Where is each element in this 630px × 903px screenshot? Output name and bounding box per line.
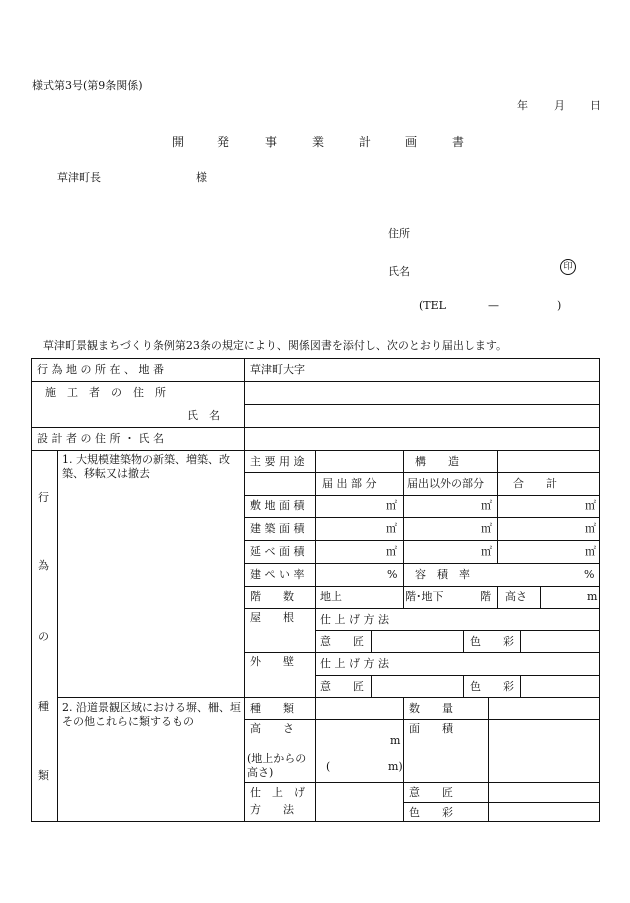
date-month-label: 月 <box>554 99 565 112</box>
building-area-label: 建 築 面 積 <box>250 522 305 535</box>
date-day-label: 日 <box>590 99 601 112</box>
type-label-char: 種 <box>38 700 49 713</box>
color2-label: 色 彩 <box>409 806 453 819</box>
col-total-header: 合 計 <box>513 477 557 490</box>
wall-label: 外 壁 <box>250 655 294 668</box>
roof-label: 屋 根 <box>250 611 294 624</box>
contractor-address-label: 施 工 者 の 住 所 <box>45 386 166 399</box>
unit-sqm: ㎡ <box>481 522 492 535</box>
tel-dash: — <box>488 299 499 312</box>
floors-unit: 階 <box>480 590 491 603</box>
tel-label: (TEL <box>419 299 446 312</box>
designer-label: 設 計 者 の 住 所 ・ 氏 名 <box>37 432 164 445</box>
area-label: 面 積 <box>409 722 453 735</box>
applicant-address-label: 住所 <box>388 227 410 240</box>
page-title-char: 開 <box>172 135 185 149</box>
unit-percent: % <box>584 568 595 581</box>
wall-design-label: 意 匠 <box>320 680 364 693</box>
paren-open: ( <box>326 760 331 773</box>
unit-meter: m <box>587 590 598 603</box>
date-year-label: 年 <box>517 99 528 112</box>
addressee-name: 草津町長 <box>57 171 101 184</box>
section1-description: 1. 大規模建築物の新築、増築、改築、移転又は撤去 <box>62 453 230 480</box>
unit-meter: m <box>390 734 401 747</box>
section2-description: 2. 沿道景観区域における塀、柵、垣その他これらに類するもの <box>62 701 241 728</box>
structure-label: 構 造 <box>415 455 459 468</box>
col-notify-header: 届 出 部 分 <box>322 477 377 490</box>
unit-sqm: ㎡ <box>481 499 492 512</box>
unit-percent: % <box>387 568 398 581</box>
unit-sqm: ㎡ <box>585 499 596 512</box>
roof-color-label: 色 彩 <box>470 635 514 648</box>
site-area-label: 敷 地 面 積 <box>250 499 305 512</box>
type-label-char: 為 <box>38 559 49 572</box>
page-title-char: 計 <box>359 135 372 149</box>
col-other-header: 届出以外の部分 <box>407 477 484 490</box>
page-title-char: 業 <box>312 135 325 149</box>
from-ground-note: (地上からの高さ) <box>247 752 307 779</box>
height-label: 高さ <box>505 590 527 603</box>
tel-close: ) <box>557 299 562 312</box>
unit-sqm: ㎡ <box>386 522 397 535</box>
unit-sqm: ㎡ <box>481 545 492 558</box>
floors-ground: 地上 <box>320 590 342 603</box>
seal-mark: 印 <box>560 259 576 275</box>
height2-label: 高 さ <box>250 722 294 735</box>
location-value: 草津町大字 <box>250 363 305 376</box>
wall-color-label: 色 彩 <box>470 680 514 693</box>
unit-sqm: ㎡ <box>585 545 596 558</box>
quantity-label: 数 量 <box>409 702 453 715</box>
design2-label: 意 匠 <box>409 786 453 799</box>
wall-finish-label: 仕 上 げ 方 法 <box>320 657 389 670</box>
unit-sqm: ㎡ <box>386 545 397 558</box>
type-label-char: 類 <box>38 769 49 782</box>
contractor-name-label: 氏 名 <box>187 409 220 422</box>
roof-finish-label: 仕 上 げ 方 法 <box>320 613 389 626</box>
type-label-char: の <box>38 630 49 643</box>
applicant-name-label: 氏名 <box>388 265 410 278</box>
kind-label: 種 類 <box>250 702 294 715</box>
bcr-label: 建 ぺ い 率 <box>250 568 305 581</box>
addressee-honorific: 様 <box>196 171 207 184</box>
finish2-label: 仕 上 げ <box>250 786 305 799</box>
type-label-char: 行 <box>38 491 49 504</box>
page-title-char: 画 <box>405 135 418 149</box>
floor-area-label: 延 べ 面 積 <box>250 545 305 558</box>
page-title-char: 書 <box>452 135 465 149</box>
main-use-label: 主 要 用 途 <box>250 455 305 468</box>
paren-meter: m) <box>388 760 403 773</box>
page-title-char: 発 <box>217 135 230 149</box>
page-title-char: 事 <box>265 135 278 149</box>
method-label: 方 法 <box>250 803 294 816</box>
form-number: 様式第3号(第9条関係) <box>32 79 143 92</box>
location-label: 行 為 地 の 所 在 、 地 番 <box>37 363 164 376</box>
unit-sqm: ㎡ <box>386 499 397 512</box>
unit-sqm: ㎡ <box>585 522 596 535</box>
far-label: 容 積 率 <box>415 568 470 581</box>
roof-design-label: 意 匠 <box>320 635 364 648</box>
floors-underground: 階･地下 <box>405 590 444 603</box>
floors-label: 階 数 <box>250 590 294 603</box>
intro-text: 草津町景観まちづくり条例第23条の規定により、関係図書を添付し、次のとおり届出します。 <box>43 339 508 352</box>
